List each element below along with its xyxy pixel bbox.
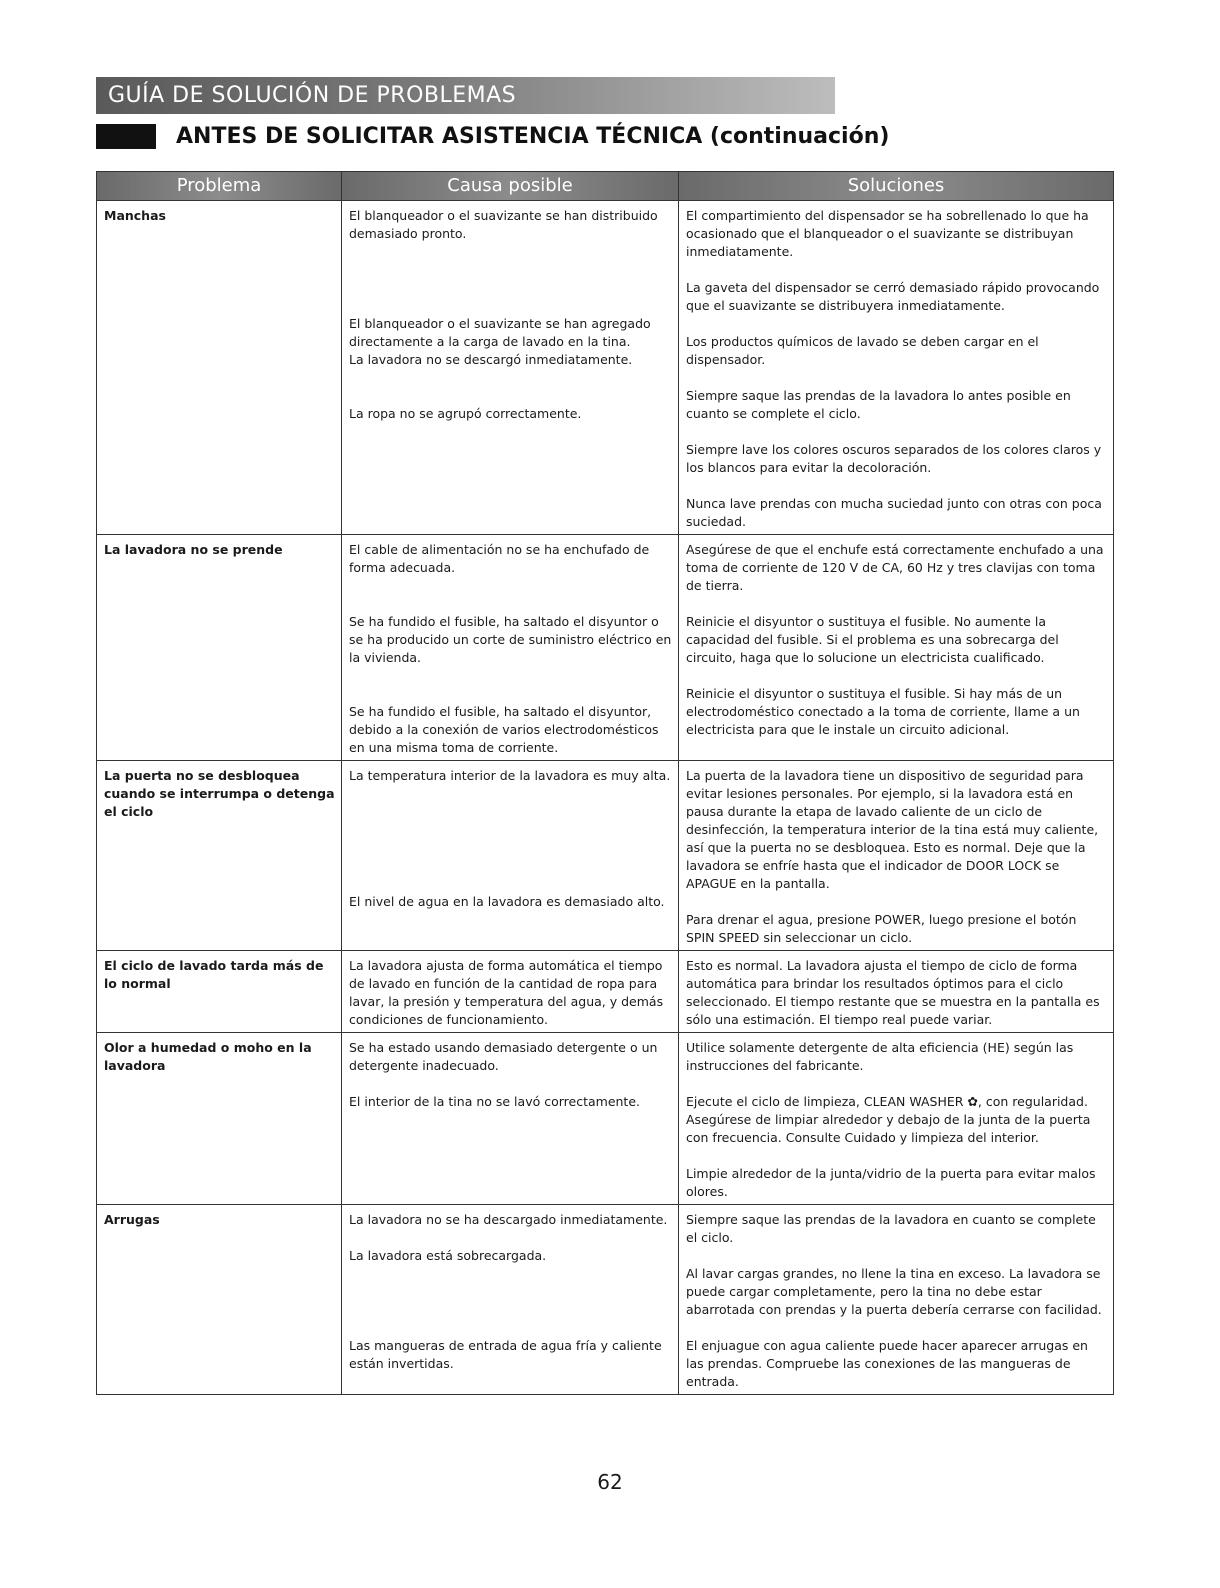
cause-cell	[342, 535, 679, 761]
spacer	[686, 315, 1107, 333]
cause-text: Se ha estado usando demasiado detergente o un detergente inadecuado.	[349, 1040, 658, 1073]
table-row	[97, 1033, 1114, 1205]
solution-text: La gaveta del dispensador se cerró demasiado rápido provocando que el suavizante se distribuyera inmediatamente.	[686, 280, 1100, 313]
spacer	[349, 577, 672, 595]
spacer	[349, 369, 672, 387]
solution-text: Utilice solamente detergente de alta eficiencia (HE) según las instrucciones del fabricante.	[686, 1040, 1074, 1073]
solution-text: Siempre saque las prendas de la lavadora lo antes posible en cuanto se complete el ciclo.	[686, 388, 1071, 421]
spacer	[686, 1147, 1107, 1165]
cause-cell	[342, 761, 679, 951]
spacer	[686, 667, 1107, 685]
cause-text: Las mangueras de entrada de agua fría y caliente están invertidas.	[349, 1338, 662, 1371]
solution-cell	[679, 761, 1114, 951]
problem-cell: La lavadora no se prende	[97, 535, 342, 761]
spacer	[686, 261, 1107, 279]
spacer	[349, 667, 672, 685]
cause-cell	[342, 1205, 679, 1395]
solution-text: Limpie alrededor de la junta/vidrio de la puerta para evitar malos olores.	[686, 1166, 1096, 1199]
cause-text: Se ha fundido el fusible, ha saltado el disyuntor, debido a la conexión de varios electrodomésticos en una misma toma de corriente.	[349, 704, 659, 755]
spacer	[349, 839, 672, 857]
spacer	[349, 279, 672, 297]
spacer	[686, 1247, 1107, 1265]
cause-text: La lavadora no se descargó inmediatamente.	[349, 352, 633, 367]
page-number: 62	[597, 1470, 623, 1494]
spacer	[349, 1319, 672, 1337]
spacer	[349, 1229, 672, 1247]
solution-text: Asegúrese de que el enchufe está correctamente enchufado a una toma de corriente de 120 V de CA, 60 Hz y tres clavijas con toma de tierra.	[686, 542, 1104, 593]
spacer	[349, 785, 672, 803]
problem-cell: El ciclo de lavado tarda más de lo normal	[97, 951, 342, 1033]
problem-cell: Arrugas	[97, 1205, 342, 1395]
column-header-problem: Problema	[97, 172, 342, 201]
spacer	[686, 423, 1107, 441]
spacer	[349, 1283, 672, 1301]
cause-text: La lavadora está sobrecargada.	[349, 1248, 547, 1263]
table-row	[97, 535, 1114, 761]
problem-cell: La puerta no se desbloquea cuando se interrumpa o detenga el ciclo	[97, 761, 342, 951]
solution-text: Nunca lave prendas con mucha suciedad junto con otras con poca suciedad.	[686, 496, 1102, 529]
cause-text: El nivel de agua en la lavadora es demasiado alto.	[349, 894, 665, 909]
solution-text: El enjuague con agua caliente puede hacer aparecer arrugas en las prendas. Compruebe las conexiones de las mangueras de entrada.	[686, 1338, 1088, 1389]
subheading-bar	[96, 124, 156, 149]
spacer	[349, 857, 672, 875]
spacer	[349, 875, 672, 893]
spacer	[686, 1075, 1107, 1093]
cause-text: La ropa no se agrupó correctamente.	[349, 406, 582, 421]
problem-cell: Manchas	[97, 201, 342, 535]
table-row	[97, 951, 1114, 1033]
spacer	[349, 821, 672, 839]
solution-text: Siempre saque las prendas de la lavadora en cuanto se complete el ciclo.	[686, 1212, 1096, 1245]
cause-text: La temperatura interior de la lavadora es muy alta.	[349, 768, 671, 783]
cause-text: El blanqueador o el suavizante se han agregado directamente a la carga de lavado en la tina.	[349, 316, 651, 349]
solution-text: La puerta de la lavadora tiene un dispositivo de seguridad para evitar lesiones personales. Por ejemplo, si la lavadora está en pausa durante la etapa de lavado caliente de un ciclo de desinfección, la temperatura interior de la tina está muy caliente, así que la puerta no se desbloquea. Esto es normal. Deje que la lavadora se enfríe hasta que el indicador de DOOR LOCK se APAGUE en la pantalla.	[686, 768, 1099, 891]
spacer	[686, 893, 1107, 911]
spacer	[686, 477, 1107, 495]
spacer	[349, 803, 672, 821]
solution-cell	[679, 535, 1114, 761]
spacer	[686, 1319, 1107, 1337]
table-row	[97, 761, 1114, 951]
cause-cell	[342, 951, 679, 1033]
solution-text: Para drenar el agua, presione POWER, luego presione el botón SPIN SPEED sin seleccionar un ciclo.	[686, 912, 1077, 945]
table-header-row	[97, 172, 1114, 201]
problem-cell: Olor a humedad o moho en la lavadora	[97, 1033, 342, 1205]
spacer	[349, 595, 672, 613]
spacer	[349, 243, 672, 261]
spacer	[349, 297, 672, 315]
solution-cell	[679, 201, 1114, 535]
table-row	[97, 201, 1114, 535]
solution-text: Reinicie el disyuntor o sustituya el fusible. Si hay más de un electrodoméstico conectado a la toma de corriente, llame a un electricista para que le instale un circuito adicional.	[686, 686, 1080, 737]
cause-text: El blanqueador o el suavizante se han distribuido demasiado pronto.	[349, 208, 658, 241]
spacer	[349, 387, 672, 405]
cause-text: La lavadora no se ha descargado inmediatamente.	[349, 1212, 668, 1227]
solution-text: El compartimiento del dispensador se ha sobrellenado lo que ha ocasionado que el blanqueador o el suavizante se distribuyan inmediatamente.	[686, 208, 1089, 259]
cause-text: La lavadora ajusta de forma automática el tiempo de lavado en función de la cantidad de ropa para lavar, la presión y temperatura del agua, y demás condiciones de funcionamiento.	[349, 958, 664, 1027]
column-header-cause: Causa posible	[342, 172, 679, 201]
section-banner: GUÍA DE SOLUCIÓN DE PROBLEMAS	[96, 77, 835, 114]
cause-text: El interior de la tina no se lavó correctamente.	[349, 1094, 640, 1109]
troubleshooting-table	[96, 171, 1114, 1395]
solution-text: Al lavar cargas grandes, no llene la tina en exceso. La lavadora se puede cargar completamente, pero la tina no debe estar abarrotada con prendas y la puerta debería cerrarse con facilidad.	[686, 1266, 1102, 1317]
solution-text: Los productos químicos de lavado se deben cargar en el dispensador.	[686, 334, 1039, 367]
solution-cell	[679, 951, 1114, 1033]
table-row	[97, 1205, 1114, 1395]
cause-text: Se ha fundido el fusible, ha saltado el disyuntor o se ha producido un corte de suministro eléctrico en la vivienda.	[349, 614, 672, 665]
solution-cell	[679, 1205, 1114, 1395]
column-header-solution: Soluciones	[679, 172, 1114, 201]
solution-text: Reinicie el disyuntor o sustituya el fusible. No aumente la capacidad del fusible. Si el problema es una sobrecarga del circuito, haga que lo solucione un electricista cualificado.	[686, 614, 1059, 665]
spacer	[349, 685, 672, 703]
cause-text: El cable de alimentación no se ha enchufado de forma adecuada.	[349, 542, 650, 575]
solution-cell	[679, 1033, 1114, 1205]
subheading	[96, 120, 889, 152]
spacer	[349, 1075, 672, 1093]
spacer	[349, 1265, 672, 1283]
subheading-text: ANTES DE SOLICITAR ASISTENCIA TÉCNICA (continuación)	[176, 123, 890, 149]
solution-text: Esto es normal. La lavadora ajusta el tiempo de ciclo de forma automática para brindar los resultados óptimos para el ciclo seleccionado. El tiempo restante que se muestra en la pantalla es sólo una estimación. El tiempo real puede variar.	[686, 958, 1100, 1027]
spacer	[686, 595, 1107, 613]
cause-cell	[342, 1033, 679, 1205]
spacer	[349, 261, 672, 279]
cause-cell	[342, 201, 679, 535]
solution-text: Siempre lave los colores oscuros separados de los colores claros y los blancos para evitar la decoloración.	[686, 442, 1102, 475]
spacer	[686, 369, 1107, 387]
spacer	[349, 1301, 672, 1319]
solution-text: Ejecute el ciclo de limpieza, CLEAN WASHER ✿, con regularidad. Asegúrese de limpiar alrededor y debajo de la junta de la puerta con frecuencia. Consulte Cuidado y limpieza del interior.	[686, 1094, 1091, 1145]
